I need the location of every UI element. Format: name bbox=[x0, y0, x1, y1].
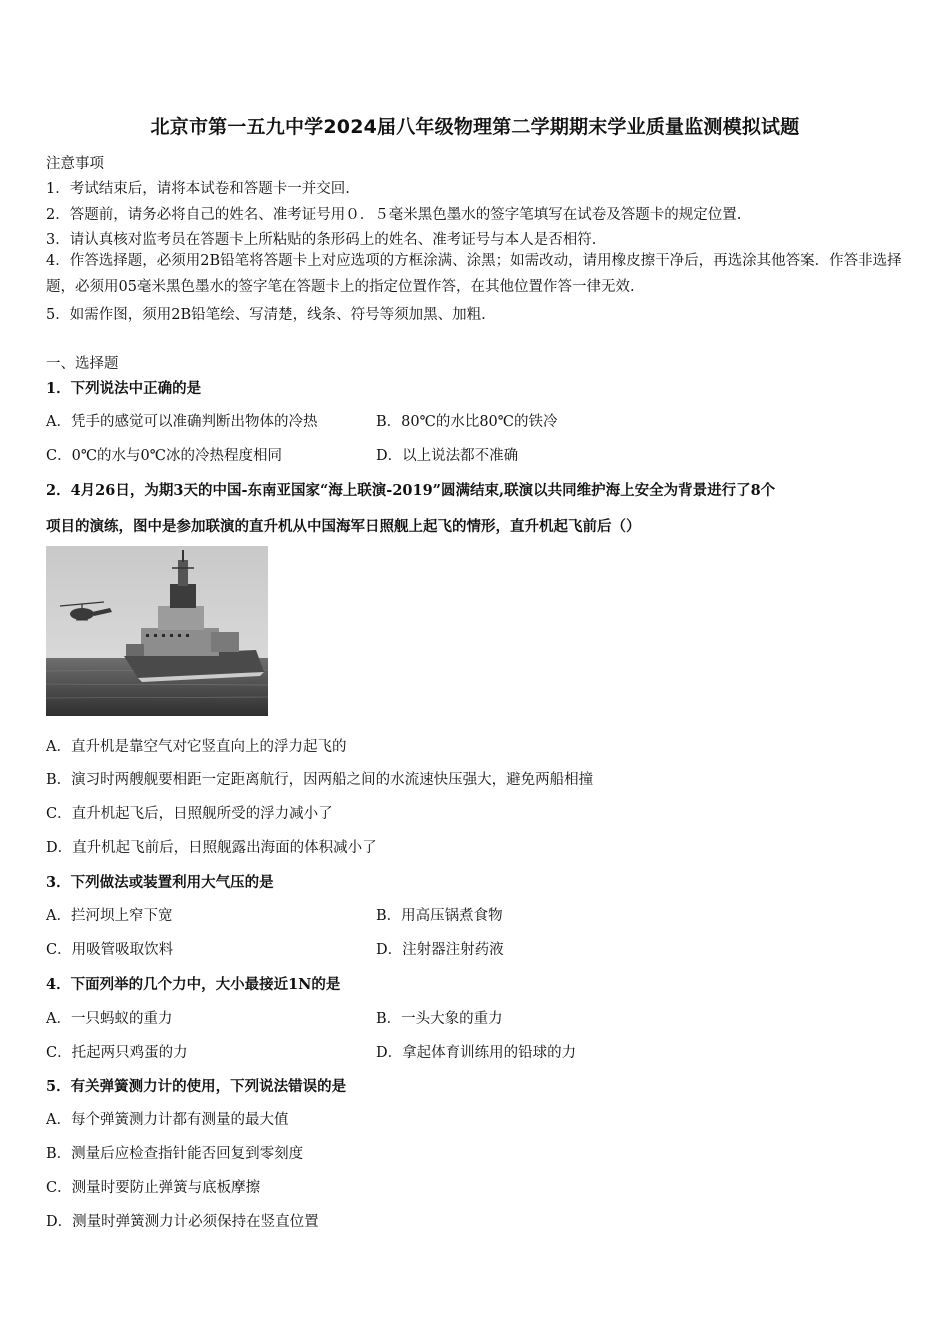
question-stem: 1．下列说法中正确的是 bbox=[46, 380, 202, 397]
option: D．拿起体育训练用的铅球的力 bbox=[376, 1045, 577, 1061]
option: B．用高压锅煮食物 bbox=[376, 908, 503, 924]
notice-item: 5．如需作图，须用2B铅笔绘、写清楚，线条、符号等须加黑、加粗. bbox=[46, 307, 486, 323]
option: C．用吸管吸取饮料 bbox=[46, 942, 174, 958]
notice-item: 1．考试结束后，请将本试卷和答题卡一并交回. bbox=[46, 181, 350, 197]
option: C．直升机起飞后，日照舰所受的浮力减小了 bbox=[46, 806, 333, 822]
option: D．测量时弹簧测力计必须保持在竖直位置 bbox=[46, 1214, 319, 1230]
notice-item: 2．答题前，请务必将自己的姓名、准考证号用０．５毫米黑色墨水的签字笔填写在试卷及答题卡的规定位置. bbox=[46, 207, 742, 223]
option: C．0℃的水与0℃冰的冷热程度相同 bbox=[46, 448, 282, 464]
notice-heading: 注意事项 bbox=[46, 156, 104, 172]
option: A．拦河坝上窄下宽 bbox=[46, 908, 173, 924]
option: C．测量时要防止弹簧与底板摩擦 bbox=[46, 1180, 261, 1196]
option: D．以上说法都不准确 bbox=[376, 448, 519, 464]
warship-helicopter-photo bbox=[46, 546, 268, 716]
notice-item: 3．请认真核对监考员在答题卡上所粘贴的条形码上的姓名、准考证号与本人是否相符. bbox=[46, 232, 597, 248]
section-heading: 一、选择题 bbox=[46, 356, 119, 372]
page-title: 北京市第一五九中学2024届八年级物理第二学期期末学业质量监测模拟试题 bbox=[150, 116, 800, 138]
question-stem: 项目的演练，图中是参加联演的直升机从中国海军日照舰上起飞的情形，直升机起飞前后（） bbox=[46, 518, 641, 535]
notice-item: 4．作答选择题，必须用2B铅笔将答题卡上对应选项的方框涂满、涂黑；如需改动，请用橡皮擦干净后，再选涂其他答案．作答非选择题，必须用05毫米黑色墨水的签字笔在答题卡上的指定位置作答，在其他位置作答一律无效. bbox=[46, 253, 902, 295]
option: D．直升机起飞前后，日照舰露出海面的体积减小了 bbox=[46, 840, 377, 856]
option: C．托起两只鸡蛋的力 bbox=[46, 1045, 188, 1061]
option: A．一只蚂蚁的重力 bbox=[46, 1011, 173, 1027]
option: A．直升机是靠空气对它竖直向上的浮力起飞的 bbox=[46, 739, 347, 755]
option: A．每个弹簧测力计都有测量的最大值 bbox=[46, 1112, 289, 1128]
option: B．测量后应检查指针能否回复到零刻度 bbox=[46, 1146, 304, 1162]
question-stem: 4．下面列举的几个力中，大小最接近1N的是 bbox=[46, 976, 341, 993]
option: B．演习时两艘舰要相距一定距离航行，因两船之间的水流速快压强大，避免两船相撞 bbox=[46, 772, 594, 788]
option: A．凭手的感觉可以准确判断出物体的冷热 bbox=[46, 414, 318, 430]
option: B．80℃的水比80℃的铁冷 bbox=[376, 414, 558, 430]
question-stem: 5．有关弹簧测力计的使用，下列说法错误的是 bbox=[46, 1078, 347, 1095]
question-stem: 3．下列做法或装置利用大气压的是 bbox=[46, 874, 274, 891]
option: B．一头大象的重力 bbox=[376, 1011, 503, 1027]
option: D．注射器注射药液 bbox=[376, 942, 504, 958]
question-stem: 2．4月26日，为期3天的中国-东南亚国家“海上联演-2019”圆满结束,联演以共同维护海上安全为背景进行了8个 bbox=[46, 482, 776, 499]
